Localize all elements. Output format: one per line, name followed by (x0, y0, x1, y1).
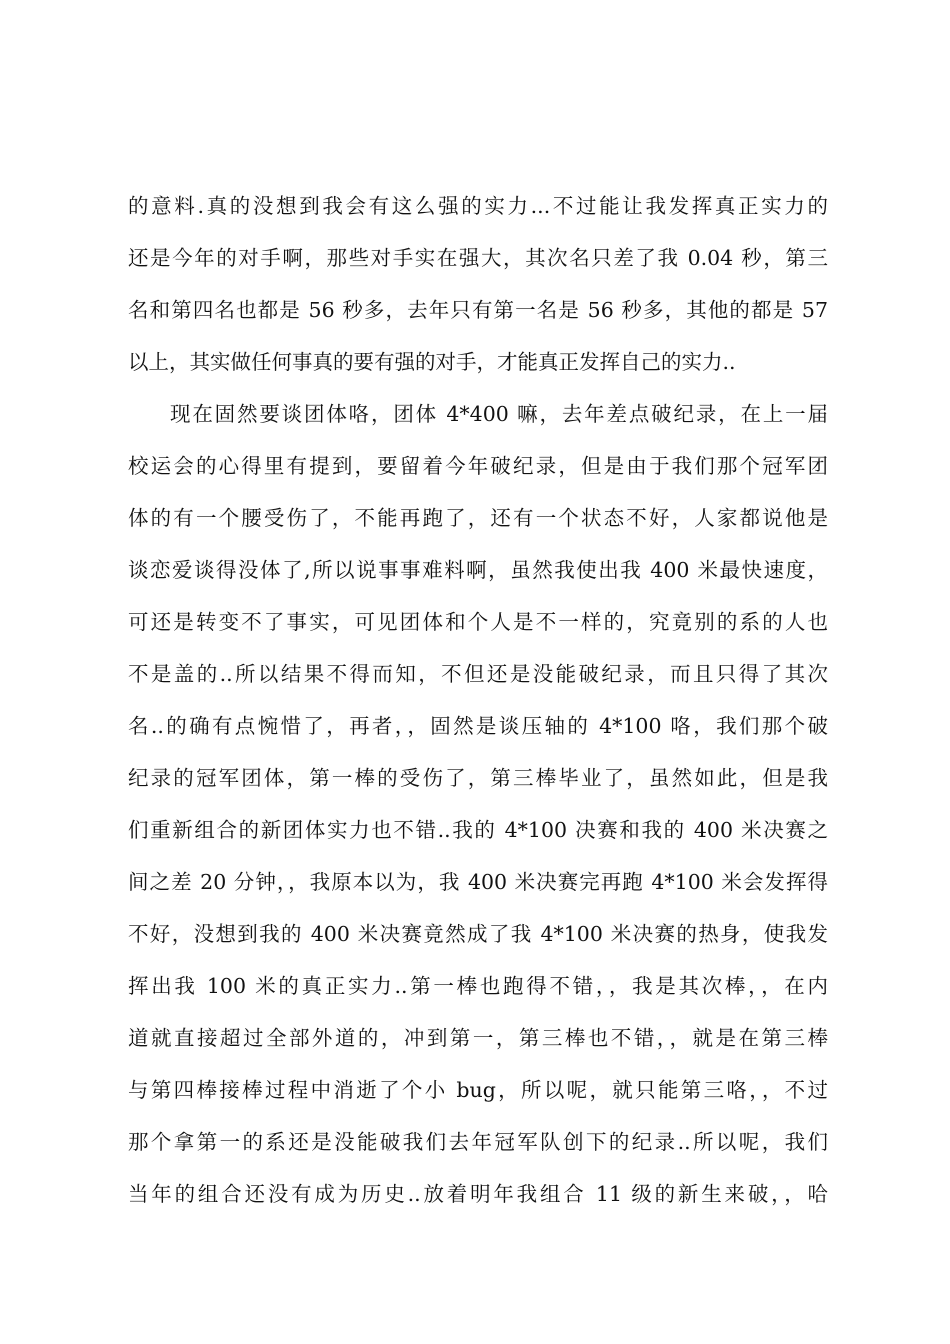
text-line: 道就直接超过全部外道的，冲到第一，第三棒也不错，，就是在第三棒 (128, 1026, 828, 1050)
text-line: 不是盖的..所以结果不得而知，不但还是没能破纪录，而且只得了其次 (128, 662, 828, 686)
text-line: 当年的组合还没有成为历史..放着明年我组合 11 级的新生来破，，哈 (128, 1182, 828, 1206)
text-line: 体的有一个腰受伤了，不能再跑了，还有一个状态不好，人家都说他是 (128, 506, 828, 530)
text-line: 谈恋爱谈得没体了,所以说事事难料啊，虽然我使出我 400 米最快速度， (128, 558, 828, 582)
text-line: 还是今年的对手啊，那些对手实在强大，其次名只差了我 0.04 秒，第三 (128, 246, 828, 270)
text-line: 那个拿第一的系还是没能破我们去年冠军队创下的纪录..所以呢，我们 (128, 1130, 828, 1154)
text-line: 可还是转变不了事实，可见团体和个人是不一样的，究竟别的系的人也 (128, 610, 828, 634)
text-line: 校运会的心得里有提到，要留着今年破纪录，但是由于我们那个冠军团 (128, 454, 828, 478)
text-line: 挥出我 100 米的真正实力..第一棒也跑得不错，，我是其次棒，，在内 (128, 974, 828, 998)
text-line: 不好，没想到我的 400 米决赛竟然成了我 4*100 米决赛的热身，使我发 (128, 922, 828, 946)
text-line: 名和第四名也都是 56 秒多，去年只有第一名是 56 秒多，其他的都是 57 (128, 298, 828, 322)
text-line: 以上，其实做任何事真的要有强的对手，才能真正发挥自己的实力.. (128, 350, 736, 374)
text-line: 们重新组合的新团体实力也不错..我的 4*100 决赛和我的 400 米决赛之 (128, 818, 828, 842)
text-line: 纪录的冠军团体，第一棒的受伤了，第三棒毕业了，虽然如此，但是我 (128, 766, 828, 790)
text-line: 的意料.真的没想到我会有这么强的实力...不过能让我发挥真正实力的 (128, 194, 828, 218)
text-line: 名..的确有点惋惜了，再者，，固然是谈压轴的 4*100 咯，我们那个破 (128, 714, 828, 738)
text-line: 间之差 20 分钟，，我原本以为，我 400 米决赛完再跑 4*100 米会发挥得 (128, 870, 828, 894)
text-line: 与第四棒接棒过程中消逝了个小 bug，所以呢，就只能第三咯，，不过 (128, 1078, 828, 1102)
paragraph-first-line: 现在固然要谈团体咯，团体 4*400 嘛，去年差点破纪录，在上一届 (170, 402, 828, 426)
